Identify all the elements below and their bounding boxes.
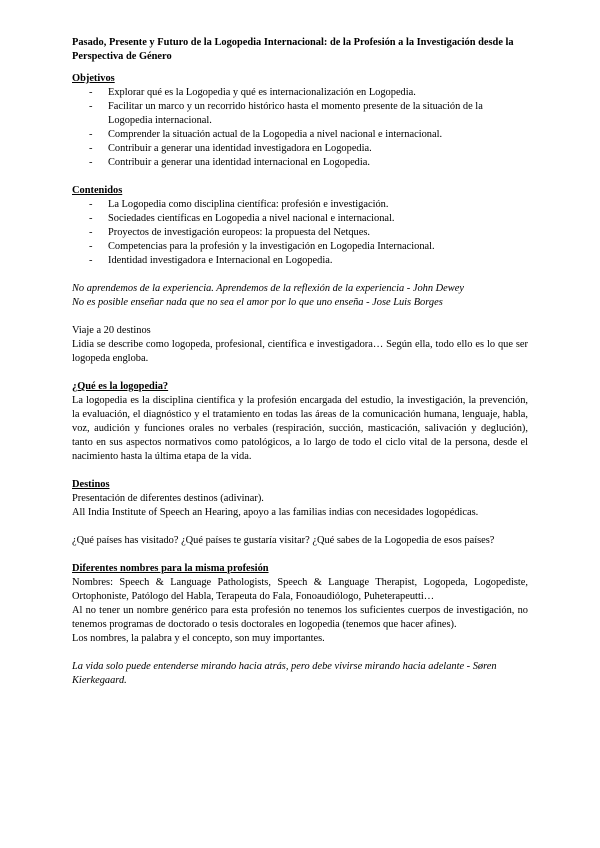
destinos-question: ¿Qué países has visitado? ¿Qué países te gustaría visitar? ¿Qué sabes de la Logopedia de esos países? xyxy=(72,535,495,546)
viaje-description: Lidia se describe como logopeda, profesional, científica e investigadora… Según ella, todo ello es lo que ser logopeda engloba. xyxy=(72,339,528,364)
nombres-p3: Los nombres, la palabra y el concepto, son muy importantes. xyxy=(72,633,325,644)
objetivos-item: - Explorar qué es la Logopedia y qué es internacionalización en Logopedia. xyxy=(72,86,528,100)
nombres-p1: Nombres: Speech & Language Pathologists, Speech & Language Therapist, Logopeda, Logopediste, Ortophoniste, Patólogo del Habla, Terapeuta do Fala, Fonoaudiólogo, Puheterapeutti… xyxy=(72,577,528,602)
que-es-heading: ¿Qué es la logopedia? xyxy=(72,381,169,392)
objetivos-item: - Contribuir a generar una identidad internacional en Logopedia. xyxy=(72,156,528,170)
viaje-title: Viaje a 20 destinos xyxy=(72,325,151,336)
objetivos-item: - Facilitar un marco y un recorrido histórico hasta el momento presente de la situación de la Logopedia internacional. xyxy=(72,100,528,128)
contenidos-list xyxy=(72,198,528,268)
closing-quote: La vida solo puede entenderse mirando hacia atrás, pero debe vivirse mirando hacia adelante - Søren Kierkegaard. xyxy=(72,661,497,686)
quote-dewey: No aprendemos de la experiencia. Aprendemos de la reflexión de la experiencia - John Dewey xyxy=(72,283,464,294)
destinos-line2: All India Institute of Speech an Hearing, apoyo a las familias indias con necesidades logopédicas. xyxy=(72,507,479,518)
destinos-line1: Presentación de diferentes destinos (adivinar). xyxy=(72,493,264,504)
objetivos-item: - Contribuir a generar una identidad investigadora en Logopedia. xyxy=(72,142,528,156)
contenidos-item: - Competencias para la profesión y la investigación en Logopedia Internacional. xyxy=(72,240,528,254)
destinos-heading: Destinos xyxy=(72,479,110,490)
contenidos-item: - La Logopedia como disciplina científica: profesión e investigación. xyxy=(72,198,528,212)
objetivos-item: - Comprender la situación actual de la Logopedia a nivel nacional e internacional. xyxy=(72,128,528,142)
nombres-heading: Diferentes nombres para la misma profesión xyxy=(72,563,269,574)
quote-borges: No es posible enseñar nada que no sea el amor por lo que uno enseña - Jose Luis Borges xyxy=(72,297,443,308)
document-title: Pasado, Presente y Futuro de la Logopedia Internacional: de la Profesión a la Investigación desde la Perspectiva de Género xyxy=(72,37,514,62)
objetivos-list xyxy=(72,86,528,170)
contenidos-item: - Sociedades científicas en Logopedia a nivel nacional e internacional. xyxy=(72,212,528,226)
contenidos-item: - Proyectos de investigación europeos: la propuesta del Netques. xyxy=(72,226,528,240)
objetivos-heading: Objetivos xyxy=(72,73,115,84)
nombres-p2: Al no tener un nombre genérico para esta profesión no tenemos los suficientes cuerpos de investigación, no tenemos programas de doctorado o tesis doctorales en logopedia (tenemos que hacer afines). xyxy=(72,605,528,630)
document-page xyxy=(72,36,528,688)
contenidos-item: - Identidad investigadora e Internacional en Logopedia. xyxy=(72,254,528,268)
contenidos-heading: Contenidos xyxy=(72,185,123,196)
que-es-body: La logopedia es la disciplina científica y la profesión encargada del estudio, la investigación, la prevención, la evaluación, el diagnóstico y el tratamiento en todas las áreas de la comunicación humana, lenguaje, habla, voz, audición y funciones orales no verbales (respiración, succión, masticación, salivación y deglución), tanto en sus aspectos normativos como patológicos, a lo largo de todo el ciclo vital de la persona, desde el nacimiento hasta la última etapa de la vida. xyxy=(72,395,528,462)
